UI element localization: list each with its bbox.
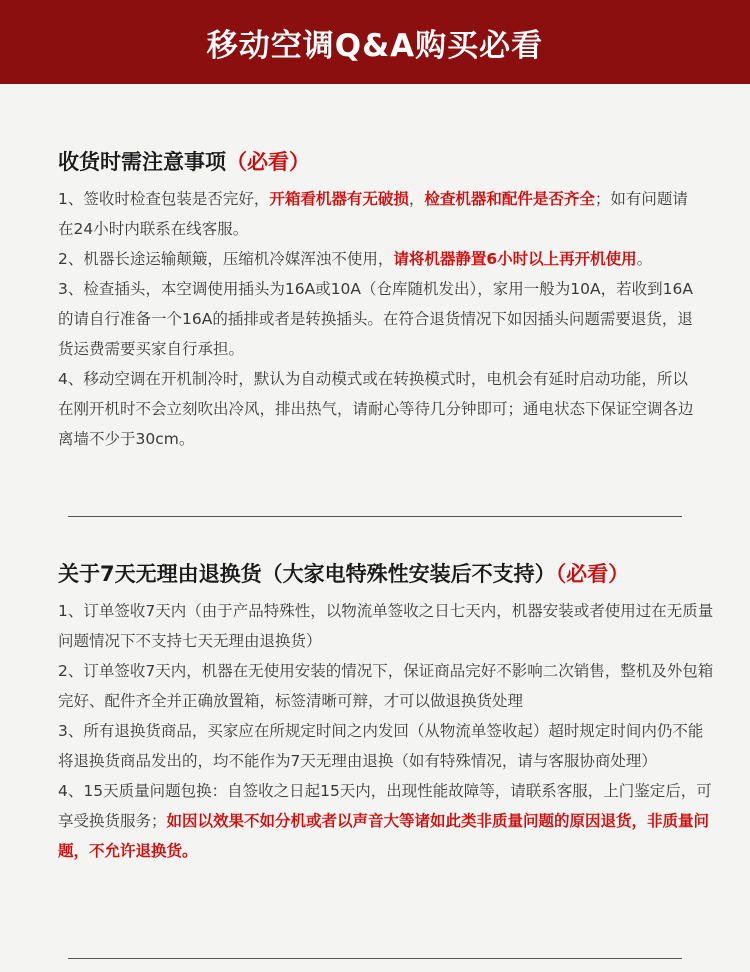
highlight-non-quality-returns: 如因以效果不如分机或者以声音大等诸如此类非质量问题的原因退货，非质量问题，不允许退换货。 [58, 812, 710, 860]
return-policy-1: 1、订单签收7天内（由于产品特殊性，以物流单签收之日七天内，机器安装或者使用过在无质量问题情况下不支持七天无理由退换货） [58, 602, 714, 650]
return-policy-title: 关于7天无理由退换货（大家电特殊性安装后不支持） [58, 562, 556, 586]
return-policy-4: 4、15天质量问题包换：自签收之日起15天内，出现性能故障等，请联系客服，上门鉴定后，可享受换货服务；如因以效果不如分机或者以声音大等诸如此类非质量问题的原因退货，非质量问题，不允许退换货。 [58, 782, 712, 860]
receiving-note-2: 2、机器长途运输颠簸，压缩机冷媒浑浊不使用，请将机器静置6小时以上再开机使用。 [58, 250, 653, 268]
must-read-tag: （必看） [226, 150, 310, 174]
highlight-rest-6-hours: 请将机器静置6小时以上再开机使用 [393, 250, 637, 268]
receiving-notes-section [58, 146, 698, 454]
receiving-note-1: 1、签收时检查包装是否完好，开箱看机器有无破损，检查机器和配件是否齐全；如有问题请在24小时内联系在线客服。 [58, 190, 688, 238]
receiving-note-3: 3、检查插头，本空调使用插头为16A或10A（仓库随机发出），家用一般为10A，若收到16A的请自行准备一个16A的插排或者是转换插头。在符合退货情况下如因插头问题需要退货，退货运费需要买家自行承担。 [58, 280, 693, 358]
highlight-accessory-check: 检查机器和配件是否齐全 [424, 190, 595, 208]
page-banner [0, 0, 750, 84]
section-divider [68, 516, 682, 517]
return-policy-heading [58, 558, 718, 588]
must-read-tag: （必看） [555, 562, 630, 586]
bottom-divider [68, 958, 682, 959]
receiving-notes-title: 收货时需注意事项 [58, 150, 226, 174]
receiving-notes-heading [58, 146, 698, 176]
page-title: 移动空调Q&A购买必看 [206, 27, 544, 64]
highlight-damage-check: 开箱看机器有无破损 [269, 190, 409, 208]
return-policy-section [58, 558, 718, 866]
receiving-note-4: 4、移动空调在开机制冷时，默认为自动模式或在转换模式时，电机会有延时启动功能，所以在刚开机时不会立刻吹出冷风，排出热气，请耐心等待几分钟即可；通电状态下保证空调各边离墙不少于30cm。 [58, 370, 694, 448]
return-policy-3: 3、所有退换货商品，买家应在所规定时间之内发回（从物流单签收起）超时规定时间内仍不能将退换货商品发出的，均不能作为7天无理由退换（如有特殊情况，请与客服协商处理） [58, 722, 704, 770]
return-policy-2: 2、订单签收7天内，机器在无使用安装的情况下，保证商品完好不影响二次销售，整机及外包箱完好、配件齐全并正确放置箱，标签清晰可辩，才可以做退换货处理 [58, 662, 714, 710]
